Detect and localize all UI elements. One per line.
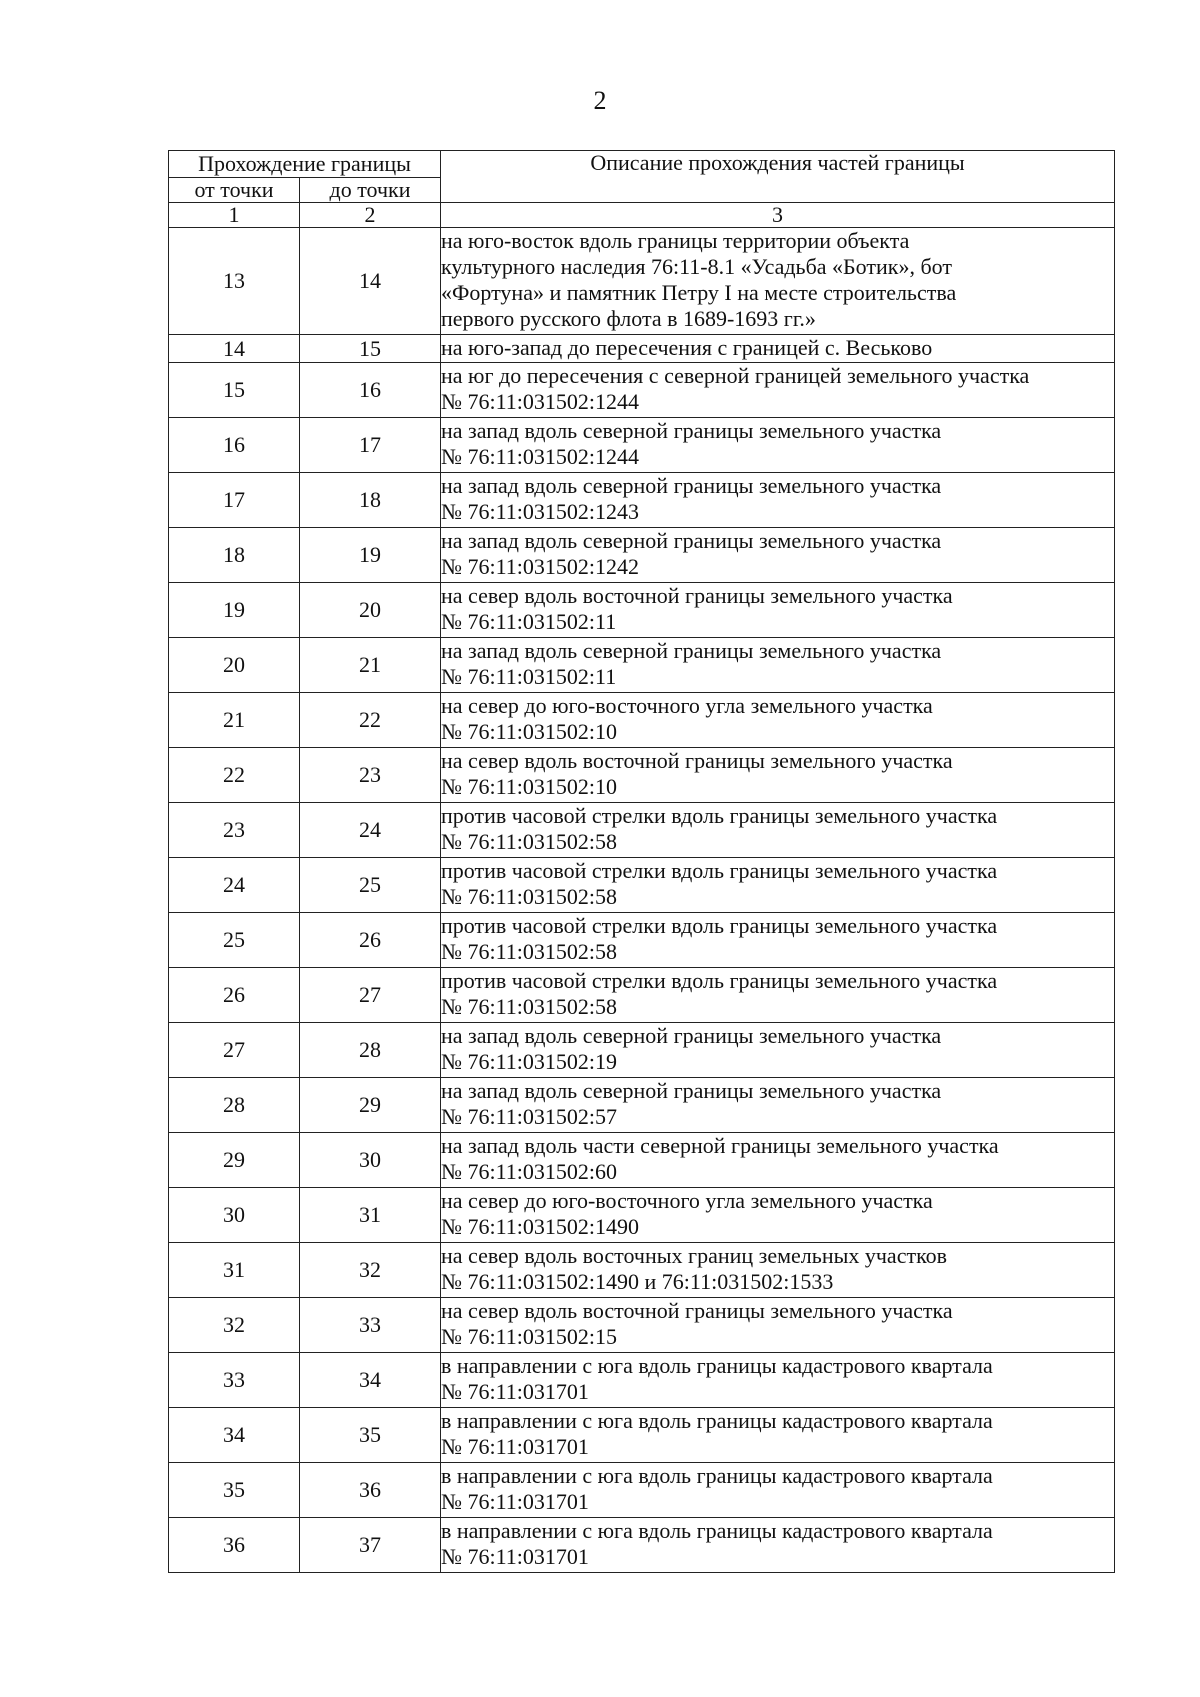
from-point-cell: 20 — [169, 638, 300, 693]
description-cell — [441, 968, 1115, 1023]
description-cell — [441, 1518, 1115, 1573]
from-point-cell: 22 — [169, 748, 300, 803]
from-point-cell: 29 — [169, 1133, 300, 1188]
to-point-cell: 31 — [300, 1188, 441, 1243]
to-point-cell: 36 — [300, 1463, 441, 1518]
table-row — [169, 803, 1115, 858]
table-body — [169, 228, 1115, 1573]
description-line: на север вдоль восточных границ земельных участков — [441, 1243, 948, 1268]
description-line: против часовой стрелки вдоль границы земельного участка — [441, 913, 998, 938]
description-cell — [441, 528, 1115, 583]
description-cell — [441, 1408, 1115, 1463]
table-row — [169, 583, 1115, 638]
from-point-cell: 13 — [169, 228, 300, 335]
header-col-number-2: 2 — [300, 203, 441, 228]
description-line: № 76:11:031502:11 — [441, 664, 617, 689]
description-line: № 76:11:031502:1490 — [441, 1214, 640, 1239]
description-line: на север вдоль восточной границы земельного участка — [441, 583, 953, 608]
description-cell — [441, 1463, 1115, 1518]
description-cell — [441, 363, 1115, 418]
description-cell — [441, 638, 1115, 693]
description-line: № 76:11:031502:58 — [441, 884, 618, 909]
to-point-cell: 17 — [300, 418, 441, 473]
table-row — [169, 693, 1115, 748]
table-row — [169, 638, 1115, 693]
from-point-cell: 28 — [169, 1078, 300, 1133]
from-point-cell: 24 — [169, 858, 300, 913]
description-cell — [441, 1133, 1115, 1188]
to-point-cell: 18 — [300, 473, 441, 528]
table-row — [169, 968, 1115, 1023]
description-line: культурного наследия 76:11-8.1 «Усадьба «Ботик», бот — [441, 254, 952, 279]
table-row — [169, 335, 1115, 363]
description-line: на запад вдоль северной границы земельного участка — [441, 638, 942, 663]
from-point-cell: 34 — [169, 1408, 300, 1463]
from-point-cell: 19 — [169, 583, 300, 638]
to-point-cell: 14 — [300, 228, 441, 335]
description-line: в направлении с юга вдоль границы кадастрового квартала — [441, 1518, 993, 1543]
description-cell — [441, 473, 1115, 528]
from-point-cell: 33 — [169, 1353, 300, 1408]
description-line: на запад вдоль северной границы земельного участка — [441, 418, 942, 443]
description-line: на запад вдоль части северной границы земельного участка — [441, 1133, 999, 1158]
to-point-cell: 20 — [300, 583, 441, 638]
description-line: «Фортуна» и памятник Петру I на месте строительства — [441, 280, 957, 305]
from-point-cell: 15 — [169, 363, 300, 418]
from-point-cell: 36 — [169, 1518, 300, 1573]
header-from-point: от точки — [169, 178, 300, 203]
to-point-cell: 30 — [300, 1133, 441, 1188]
to-point-cell: 22 — [300, 693, 441, 748]
description-line: в направлении с юга вдоль границы кадастрового квартала — [441, 1353, 993, 1378]
table-row — [169, 1408, 1115, 1463]
header-col-number-3: 3 — [441, 203, 1115, 228]
description-line: № 76:11:031502:1242 — [441, 554, 640, 579]
table-row — [169, 913, 1115, 968]
description-cell — [441, 748, 1115, 803]
description-line: № 76:11:031502:1243 — [441, 499, 640, 524]
description-line: № 76:11:031502:15 — [441, 1324, 618, 1349]
description-line: № 76:11:031502:11 — [441, 609, 617, 634]
description-line: № 76:11:031502:57 — [441, 1104, 618, 1129]
description-line: против часовой стрелки вдоль границы земельного участка — [441, 968, 998, 993]
description-cell — [441, 418, 1115, 473]
description-line: на запад вдоль северной границы земельного участка — [441, 473, 942, 498]
description-line: на север до юго-восточного угла земельного участка — [441, 693, 933, 718]
to-point-cell: 32 — [300, 1243, 441, 1298]
description-cell — [441, 583, 1115, 638]
to-point-cell: 19 — [300, 528, 441, 583]
from-point-cell: 30 — [169, 1188, 300, 1243]
description-cell — [441, 913, 1115, 968]
description-line: № 76:11:031502:1244 — [441, 444, 640, 469]
from-point-cell: 31 — [169, 1243, 300, 1298]
table-row — [169, 228, 1115, 335]
table-header — [169, 151, 1115, 228]
table-row — [169, 748, 1115, 803]
description-cell — [441, 1188, 1115, 1243]
description-line: на север вдоль восточной границы земельного участка — [441, 1298, 953, 1323]
to-point-cell: 26 — [300, 913, 441, 968]
to-point-cell: 21 — [300, 638, 441, 693]
description-line: № 76:11:031502:19 — [441, 1049, 618, 1074]
description-line: в направлении с юга вдоль границы кадастрового квартала — [441, 1463, 993, 1488]
description-cell — [441, 335, 1115, 363]
description-cell — [441, 1298, 1115, 1353]
description-cell — [441, 1023, 1115, 1078]
from-point-cell: 14 — [169, 335, 300, 363]
from-point-cell: 25 — [169, 913, 300, 968]
to-point-cell: 27 — [300, 968, 441, 1023]
header-description: Описание прохождения частей границы — [441, 151, 1115, 203]
from-point-cell: 32 — [169, 1298, 300, 1353]
from-point-cell: 16 — [169, 418, 300, 473]
table-row — [169, 1188, 1115, 1243]
to-point-cell: 24 — [300, 803, 441, 858]
description-line: № 76:11:031701 — [441, 1544, 589, 1569]
description-cell — [441, 1353, 1115, 1408]
description-line: № 76:11:031502:58 — [441, 994, 618, 1019]
description-line: № 76:11:031502:58 — [441, 939, 618, 964]
description-cell — [441, 858, 1115, 913]
to-point-cell: 28 — [300, 1023, 441, 1078]
description-line: на юг до пересечения с северной границей земельного участка — [441, 363, 1030, 388]
table-row — [169, 1518, 1115, 1573]
from-point-cell: 17 — [169, 473, 300, 528]
description-line: на север до юго-восточного угла земельного участка — [441, 1188, 933, 1213]
to-point-cell: 16 — [300, 363, 441, 418]
description-cell — [441, 228, 1115, 335]
description-line: на север вдоль восточной границы земельного участка — [441, 748, 953, 773]
table-row — [169, 1298, 1115, 1353]
page-number: 2 — [593, 86, 607, 115]
table-row — [169, 1133, 1115, 1188]
from-point-cell: 21 — [169, 693, 300, 748]
from-point-cell: 35 — [169, 1463, 300, 1518]
description-line: № 76:11:031502:60 — [441, 1159, 618, 1184]
from-point-cell: 23 — [169, 803, 300, 858]
header-col-number-1: 1 — [169, 203, 300, 228]
description-cell — [441, 803, 1115, 858]
header-to-point: до точки — [300, 178, 441, 203]
table-row — [169, 1463, 1115, 1518]
description-line: № 76:11:031502:10 — [441, 719, 618, 744]
description-line: против часовой стрелки вдоль границы земельного участка — [441, 803, 998, 828]
description-cell — [441, 693, 1115, 748]
boundary-table — [168, 150, 1115, 1573]
table-row — [169, 1023, 1115, 1078]
description-line: № 76:11:031502:58 — [441, 829, 618, 854]
table-row — [169, 1078, 1115, 1133]
to-point-cell: 15 — [300, 335, 441, 363]
description-cell — [441, 1078, 1115, 1133]
from-point-cell: 26 — [169, 968, 300, 1023]
description-line: против часовой стрелки вдоль границы земельного участка — [441, 858, 998, 883]
to-point-cell: 25 — [300, 858, 441, 913]
to-point-cell: 37 — [300, 1518, 441, 1573]
table-row — [169, 858, 1115, 913]
to-point-cell: 35 — [300, 1408, 441, 1463]
description-line: на запад вдоль северной границы земельного участка — [441, 1023, 942, 1048]
table-row — [169, 418, 1115, 473]
description-line: на юго-восток вдоль границы территории объекта — [441, 228, 910, 253]
description-line: № 76:11:031502:10 — [441, 774, 618, 799]
table-row — [169, 473, 1115, 528]
to-point-cell: 33 — [300, 1298, 441, 1353]
description-line: № 76:11:031701 — [441, 1489, 589, 1514]
table-row — [169, 1353, 1115, 1408]
to-point-cell: 29 — [300, 1078, 441, 1133]
table-row — [169, 528, 1115, 583]
description-line: на запад вдоль северной границы земельного участка — [441, 1078, 942, 1103]
description-line: в направлении с юга вдоль границы кадастрового квартала — [441, 1408, 993, 1433]
description-line: № 76:11:031701 — [441, 1379, 589, 1404]
from-point-cell: 27 — [169, 1023, 300, 1078]
to-point-cell: 23 — [300, 748, 441, 803]
description-line: № 76:11:031502:1490 и 76:11:031502:1533 — [441, 1269, 834, 1294]
description-line: на юго-запад до пересечения с границей с. Веськово — [441, 335, 933, 360]
description-line: первого русского флота в 1689-1693 гг.» — [441, 306, 816, 331]
description-line: на запад вдоль северной границы земельного участка — [441, 528, 942, 553]
description-cell — [441, 1243, 1115, 1298]
table-row — [169, 1243, 1115, 1298]
description-line: № 76:11:031502:1244 — [441, 389, 640, 414]
header-passage: Прохождение границы — [169, 151, 441, 178]
to-point-cell: 34 — [300, 1353, 441, 1408]
description-line: № 76:11:031701 — [441, 1434, 589, 1459]
table-row — [169, 363, 1115, 418]
from-point-cell: 18 — [169, 528, 300, 583]
